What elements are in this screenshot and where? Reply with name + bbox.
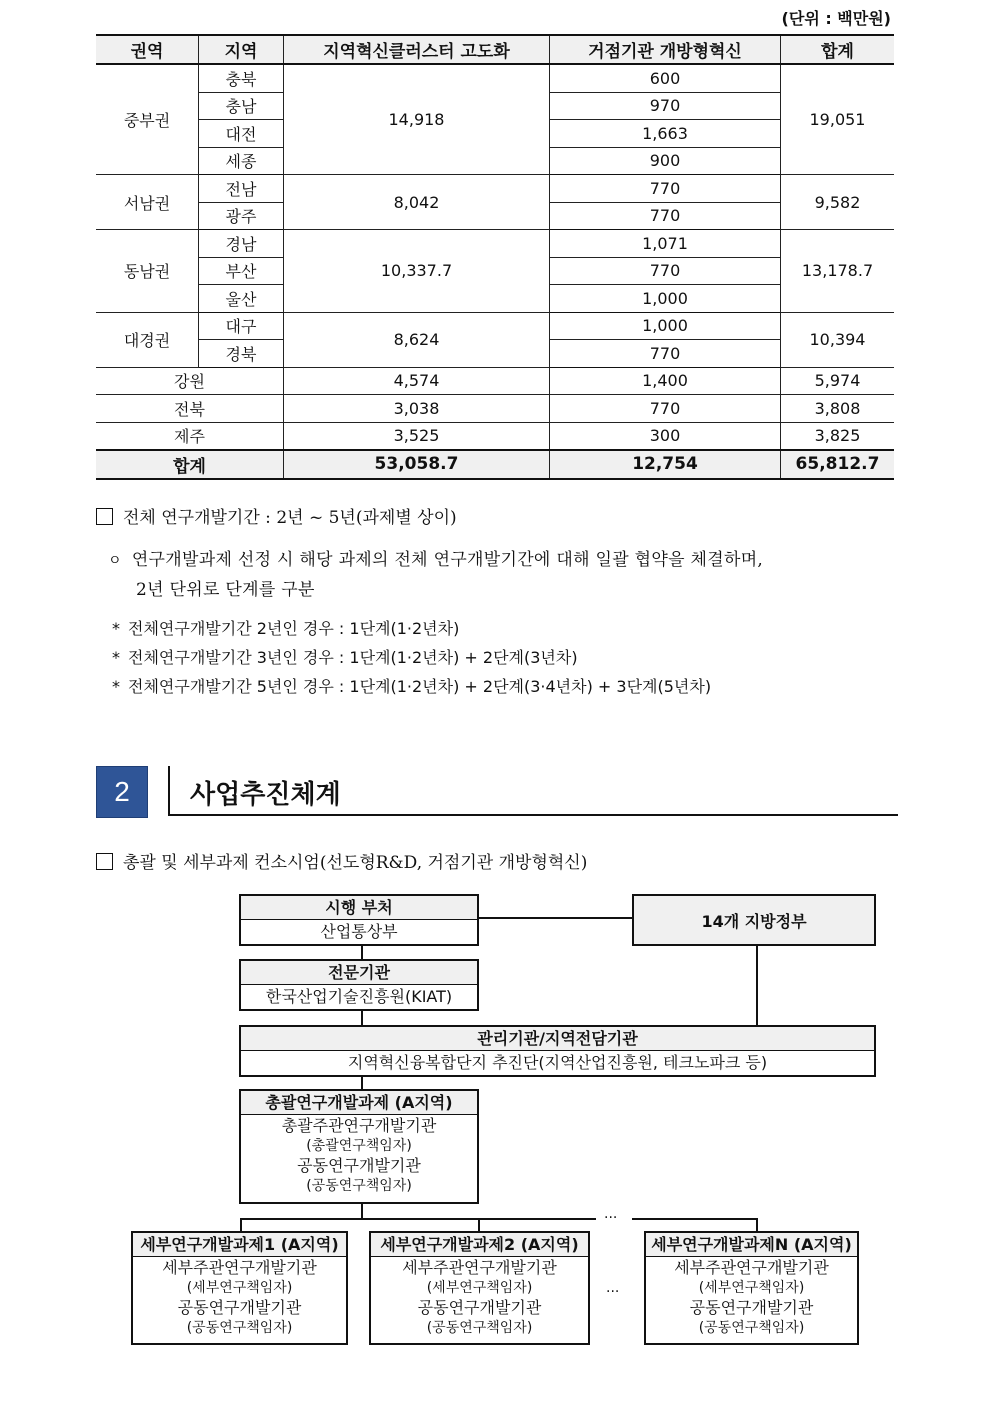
total-cell: 3,825 (781, 422, 895, 450)
zone-cell: 전북 (96, 395, 284, 423)
zone-cell: 제주 (96, 422, 284, 450)
square-bullet-icon (96, 508, 113, 525)
total-cell: 10,394 (781, 312, 895, 367)
connector-line (478, 917, 632, 919)
agency-box (239, 959, 479, 1011)
note-text: 전체연구개발기간 2년인 경우 : 1단계(1·2년차) (128, 619, 460, 638)
hub-cell: 770 (550, 340, 781, 368)
local-gov-box (632, 894, 876, 946)
connector-line (632, 1218, 757, 1220)
region-cell: 전남 (199, 175, 284, 203)
sub-task-l4: (공동연구책임자) (426, 1320, 533, 1336)
sub-task-header: 세부연구개발과제N (A지역) (646, 1233, 857, 1257)
period-notes (112, 614, 711, 701)
period-desc-line2: 2년 단위로 단계를 구분 (136, 580, 315, 600)
header-zone: 권역 (96, 35, 199, 64)
agency-body: 한국산업기술진흥원(KIAT) (265, 987, 453, 1006)
budget-table (96, 34, 894, 480)
sub-task-l3: 공동연구개발기관 (177, 1298, 302, 1317)
hub-cell: 1,071 (550, 230, 781, 258)
section-header (168, 766, 898, 816)
asterisk-icon: * (112, 648, 120, 667)
asterisk-icon: * (112, 619, 120, 638)
sub-task-l1: 세부주관연구개발기관 (402, 1258, 557, 1277)
sum-cluster: 53,058.7 (284, 450, 550, 479)
cluster-cell: 14,918 (284, 64, 550, 175)
connector-line (478, 1218, 480, 1231)
agency-header: 전문기관 (241, 961, 477, 985)
sub-task-l2: (세부연구책임자) (426, 1280, 533, 1296)
sub-task-box (131, 1231, 348, 1345)
connector-line (756, 946, 758, 1026)
sum-label: 합계 (96, 450, 284, 479)
sub-task-l4: (공동연구책임자) (698, 1320, 805, 1336)
region-cell: 경북 (199, 340, 284, 368)
table-row (96, 395, 894, 423)
hub-cell: 970 (550, 92, 781, 120)
hub-cell: 770 (550, 257, 781, 285)
hub-cell: 1,663 (550, 120, 781, 148)
sub-task-l4: (공동연구책임자) (186, 1320, 293, 1336)
cluster-cell: 10,337.7 (284, 230, 550, 313)
region-cell: 대전 (199, 120, 284, 148)
hub-cell: 1,000 (550, 312, 781, 340)
main-task-header: 총괄연구개발과제 (A지역) (241, 1091, 477, 1115)
ellipsis-middle: ... (606, 1280, 620, 1296)
connector-line (361, 1076, 363, 1090)
table-total-row (96, 450, 894, 479)
table-row (96, 367, 894, 395)
sub-task-l1: 세부주관연구개발기관 (162, 1258, 317, 1277)
period-heading (96, 503, 457, 528)
ministry-header: 시행 부처 (241, 896, 477, 920)
connector-line (240, 1218, 596, 1220)
hub-cell: 770 (550, 395, 781, 423)
table-header-row (96, 35, 894, 64)
hub-cell: 1,400 (550, 367, 781, 395)
note-item (112, 614, 711, 643)
cluster-cell: 3,038 (284, 395, 550, 423)
table-row (96, 64, 894, 92)
sub-task-box (644, 1231, 859, 1345)
region-cell: 울산 (199, 285, 284, 313)
table-row (96, 230, 894, 258)
main-task-l2: (총괄연구책임자) (306, 1138, 412, 1154)
sum-hub: 12,754 (550, 450, 781, 479)
region-cell: 부산 (199, 257, 284, 285)
main-task-l1: 총괄주관연구개발기관 (281, 1116, 437, 1135)
connector-line (361, 1010, 363, 1026)
section-title: 사업추진체계 (190, 780, 341, 810)
main-task-box (239, 1089, 479, 1204)
period-desc-line1: 연구개발과제 선정 시 해당 과제의 전체 연구개발기간에 대해 일괄 협약을 체결하며, (131, 550, 764, 570)
consortium-heading (96, 848, 587, 873)
cluster-cell: 4,574 (284, 367, 550, 395)
period-title: 전체 연구개발기간 : 2년 ~ 5년(과제별 상이) (123, 508, 457, 528)
note-item (112, 672, 711, 701)
unit-label: (단위 : 백만원) (781, 9, 891, 28)
table-row (96, 422, 894, 450)
sub-task-l2: (세부연구책임자) (186, 1280, 293, 1296)
total-cell: 9,582 (781, 175, 895, 230)
sub-task-box (369, 1231, 590, 1345)
manager-box (239, 1025, 876, 1077)
total-cell: 5,974 (781, 367, 895, 395)
connector-line (240, 1218, 242, 1231)
period-description (108, 546, 903, 605)
table-row (96, 312, 894, 340)
ellipsis-top: ... (604, 1206, 618, 1222)
square-bullet-icon (96, 853, 113, 870)
ministry-box (239, 894, 479, 946)
total-cell: 19,051 (781, 64, 895, 175)
hub-cell: 900 (550, 147, 781, 175)
sub-task-header: 세부연구개발과제1 (A지역) (133, 1233, 346, 1257)
connector-line (361, 945, 363, 960)
sub-task-l3: 공동연구개발기관 (417, 1298, 542, 1317)
region-cell: 충남 (199, 92, 284, 120)
sum-total: 65,812.7 (781, 450, 895, 479)
section-number: 2 (96, 766, 148, 818)
local-gov-label: 14개 지방정부 (701, 911, 807, 931)
zone-cell: 강원 (96, 367, 284, 395)
region-cell: 충북 (199, 64, 284, 92)
consortium-title: 총괄 및 세부과제 컨소시엄(선도형R&D, 거점기관 개방형혁신) (123, 853, 588, 873)
hub-cell: 770 (550, 175, 781, 203)
note-item (112, 643, 711, 672)
zone-cell: 동남권 (96, 230, 199, 313)
cluster-cell: 3,525 (284, 422, 550, 450)
main-task-l4: (공동연구책임자) (306, 1178, 412, 1194)
ministry-body: 산업통상부 (320, 922, 398, 941)
sub-task-l2: (세부연구책임자) (698, 1280, 805, 1296)
note-text: 전체연구개발기간 3년인 경우 : 1단계(1·2년차) + 2단계(3년차) (128, 648, 578, 667)
zone-cell: 중부권 (96, 64, 199, 175)
circle-bullet-icon: ㅇ (108, 553, 122, 569)
header-cluster: 지역혁신클러스터 고도화 (284, 35, 550, 64)
sub-task-l3: 공동연구개발기관 (689, 1298, 814, 1317)
total-cell: 13,178.7 (781, 230, 895, 313)
hub-cell: 300 (550, 422, 781, 450)
table-row (96, 175, 894, 203)
cluster-cell: 8,624 (284, 312, 550, 367)
region-cell: 광주 (199, 202, 284, 230)
header-total: 합계 (781, 35, 895, 64)
region-cell: 세종 (199, 147, 284, 175)
total-cell: 3,808 (781, 395, 895, 423)
hub-cell: 770 (550, 202, 781, 230)
zone-cell: 대경권 (96, 312, 199, 367)
main-task-l3: 공동연구개발기관 (297, 1156, 421, 1175)
connector-line (756, 1218, 758, 1231)
region-cell: 대구 (199, 312, 284, 340)
note-text: 전체연구개발기간 5년인 경우 : 1단계(1·2년차) + 2단계(3·4년차) + 3단계(5년차) (128, 677, 712, 696)
manager-header: 관리기관/지역전담기관 (241, 1027, 874, 1051)
region-cell: 경남 (199, 230, 284, 258)
sub-task-l1: 세부주관연구개발기관 (674, 1258, 829, 1277)
manager-body: 지역혁신융복합단지 추진단(지역산업진흥원, 테크노파크 등) (347, 1053, 768, 1072)
hub-cell: 600 (550, 64, 781, 92)
zone-cell: 서남권 (96, 175, 199, 230)
connector-line (361, 1203, 363, 1219)
sub-task-header: 세부연구개발과제2 (A지역) (371, 1233, 588, 1257)
cluster-cell: 8,042 (284, 175, 550, 230)
header-hub: 거점기관 개방형혁신 (550, 35, 781, 64)
asterisk-icon: * (112, 677, 120, 696)
header-region: 지역 (199, 35, 284, 64)
hub-cell: 1,000 (550, 285, 781, 313)
